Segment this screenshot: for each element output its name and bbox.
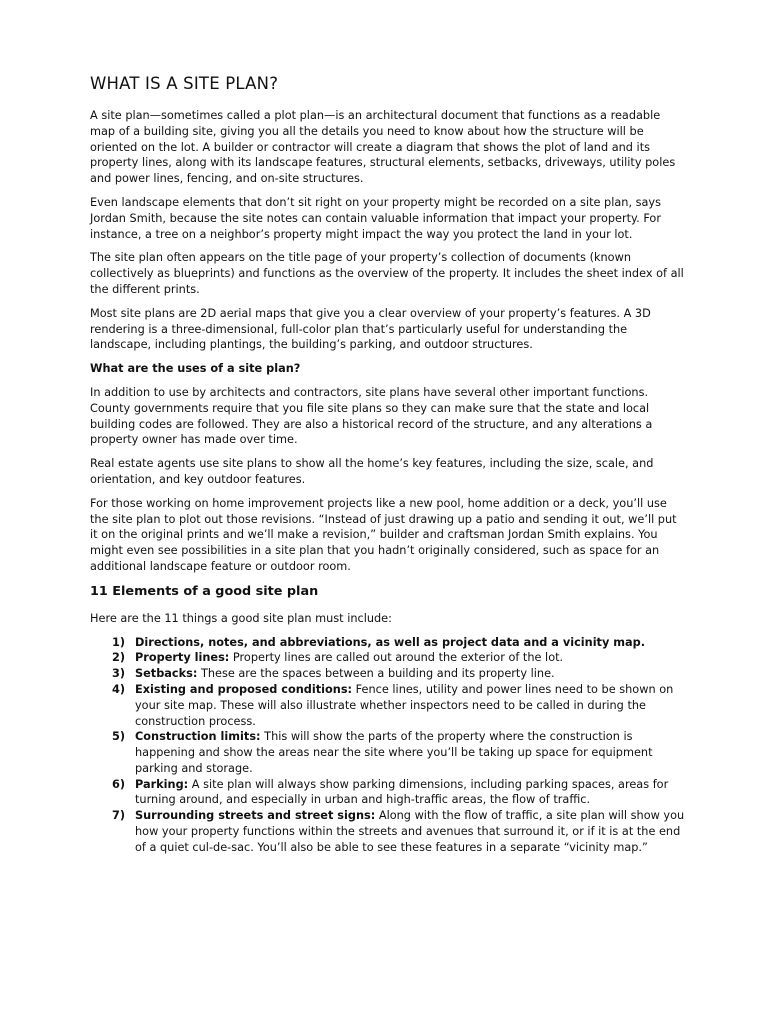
uses-paragraph-1: In addition to use by architects and contractors, site plans have several other important functions. County governments require that you file site plans so they can make sure that the state and local building codes are followed. They are also a historical record of the structure, and any alterations a property owner has made over time. (90, 385, 653, 447)
list-item-text: Property lines are called out around the exterior of the lot. (229, 651, 564, 665)
uses-paragraph-2: Real estate agents use site plans to show all the home’s key features, including the size, scale, and orientation, and key outdoor features. (90, 457, 654, 486)
intro-paragraph-1: A site plan—sometimes called a plot plan—is an architectural document that functions as a readable map of a building site, giving you all the details you need to know about how the structure will be oriented on the lot. A builder or contractor will create a diagram that shows the plot of land and its property lines, along with its landscape features, structural elements, setbacks, driveways, utility poles and power lines, fencing, and on-site structures. (90, 109, 676, 186)
list-item-term: Construction limits: (135, 730, 261, 744)
list-item-number: 5) (112, 730, 126, 744)
list-item (90, 650, 686, 666)
list-item-number: 6) (112, 777, 126, 791)
list-item (90, 635, 686, 651)
document-page (90, 72, 686, 856)
intro-paragraph-3: The site plan often appears on the title page of your property’s collection of documents (known collectively as blueprints) and functions as the overview of the property. It includes the sheet index of all the different prints. (90, 251, 684, 296)
list-item-number: 1) (112, 635, 126, 649)
list-item-term: Property lines: (135, 651, 230, 665)
list-item (90, 777, 686, 809)
list-item-text: Fence lines, utility and power lines need to be shown on your site map. These will also illustrate whether inspectors need to be called in during the construction process. (135, 682, 674, 728)
list-item-text: A site plan will always show parking dimensions, including parking spaces, areas for turning around, and especially in urban and high-traffic areas, the flow of traffic. (135, 777, 669, 807)
list-item-term: Existing and proposed conditions: (135, 682, 353, 696)
list-item-term: Setbacks: (135, 667, 198, 681)
elements-list (90, 635, 686, 856)
list-item-term: Surrounding streets and street signs: (135, 809, 376, 823)
list-item-text: These are the spaces between a building and its property line. (197, 667, 555, 681)
uses-heading: What are the uses of a site plan? (90, 362, 301, 376)
list-item-term: Directions, notes, and abbreviations, as well as project data and a vicinity map. (135, 635, 646, 649)
intro-paragraph-2: Even landscape elements that don’t sit right on your property might be recorded on a site plan, says Jordan Smith, because the site notes can contain valuable information that impact your property. For instance, a tree on a neighbor’s property might impact the way you protect the land in your lot. (90, 195, 662, 241)
list-item-number: 3) (112, 667, 126, 681)
uses-paragraph-3: For those working on home improvement projects like a new pool, home addition or a deck, you’ll use the site plan to plot out those revisions. “Instead of just drawing up a patio and sending it out, we’ll put it on the original prints and we’ll make a revision,” builder and craftsman Jordan Smith explains. You might even see possibilities in a site plan that you hadn’t originally considered, such as space for an additional landscape feature or outdoor room. (90, 496, 677, 573)
elements-intro: Here are the 11 things a good site plan must include: (90, 611, 392, 625)
list-item-number: 7) (112, 809, 126, 823)
list-item (90, 682, 686, 729)
intro-paragraph-4: Most site plans are 2D aerial maps that give you a clear overview of your property’s features. A 3D rendering is a three-dimensional, full-color plan that’s particularly useful for understanding the landscape, including plantings, the building’s parking, and outdoor structures. (90, 306, 651, 352)
page-title: WHAT IS A SITE PLAN? (90, 74, 279, 93)
list-item-number: 4) (112, 682, 126, 696)
list-item-number: 2) (112, 651, 126, 665)
list-item (90, 666, 686, 682)
list-item-text: Along with the flow of traffic, a site plan will show you how your property functions within the streets and avenues that surround it, or if it is at the end of a quiet cul-de-sac. You’ll also be able to see these features in a separate “vicinity map.” (135, 809, 685, 854)
list-item (90, 808, 686, 855)
list-item-term: Parking: (135, 777, 189, 791)
list-item (90, 729, 686, 776)
elements-heading: 11 Elements of a good site plan (90, 583, 319, 599)
list-item-text: This will show the parts of the property where the construction is happening and show the areas near the site where you’ll be taking up space for equipment parking and storage. (135, 730, 653, 775)
